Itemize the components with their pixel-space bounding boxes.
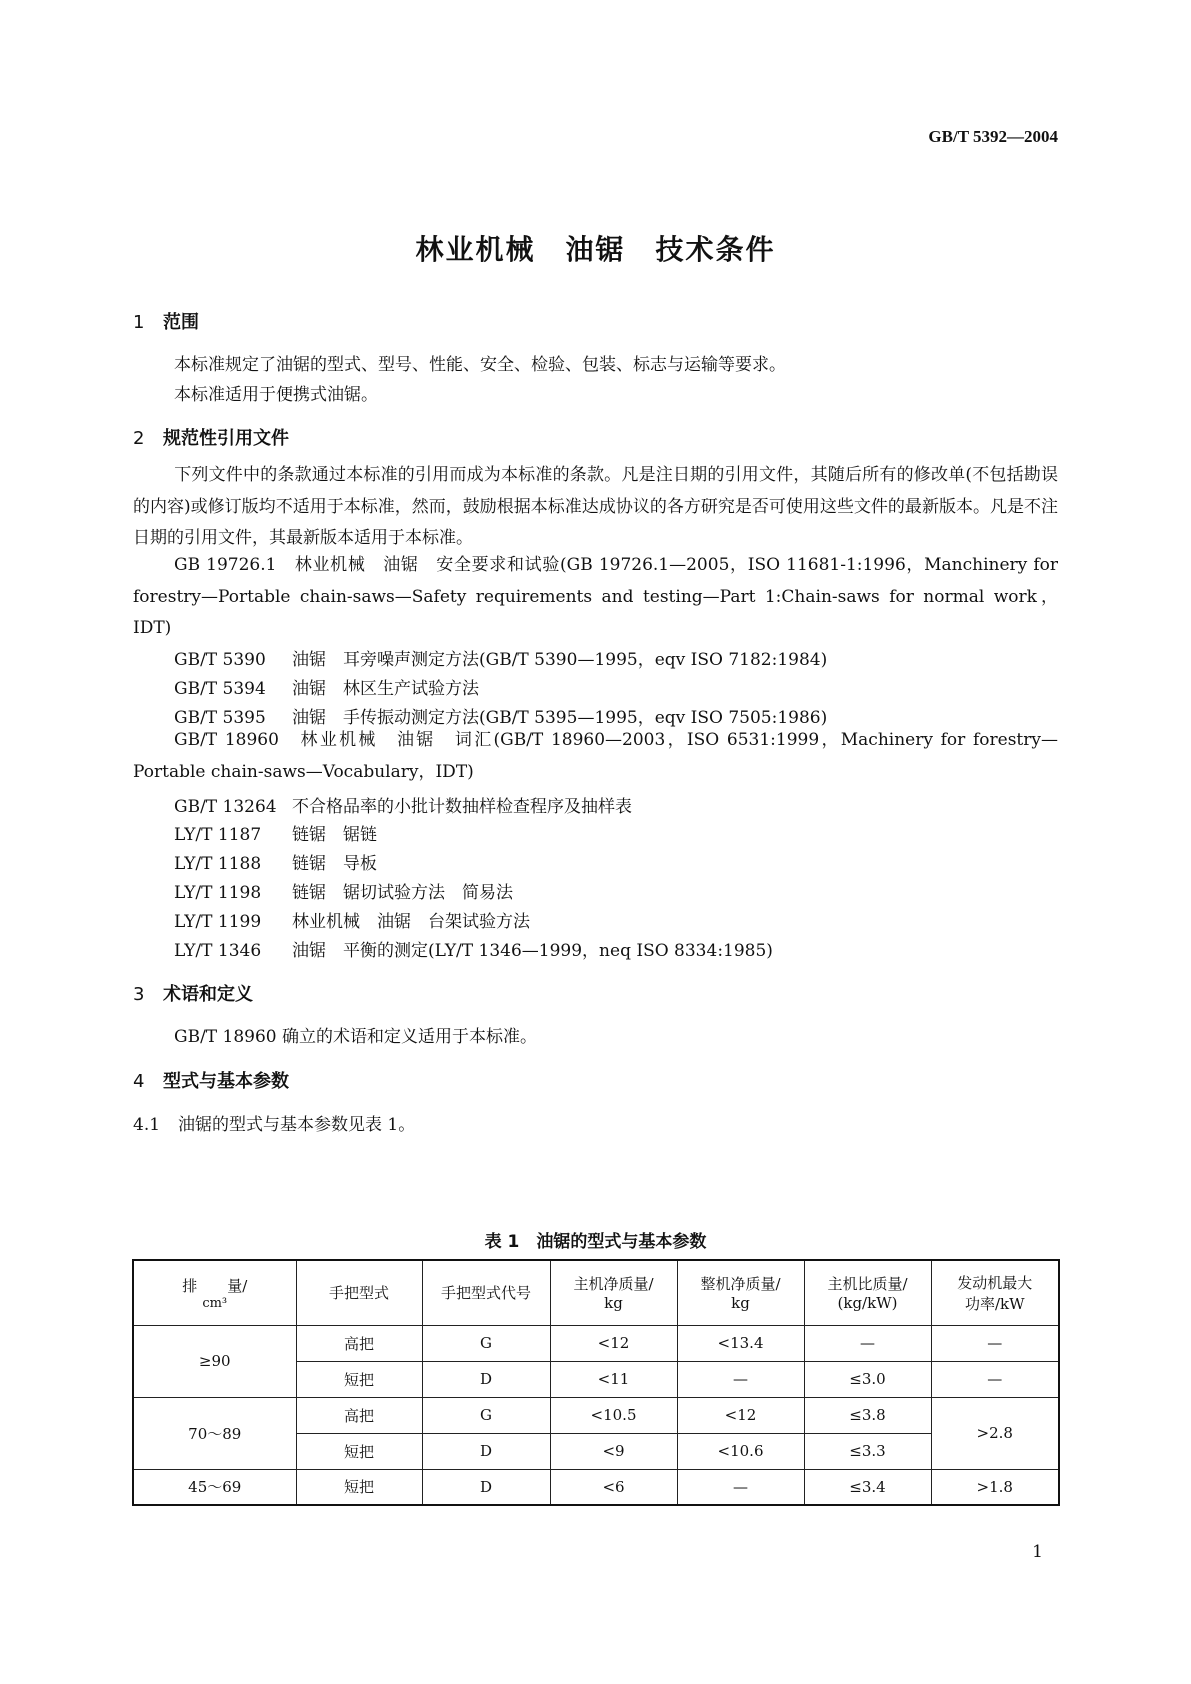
parameters-table (132, 1259, 1060, 1506)
cell-code: D (422, 1469, 550, 1505)
reference-gb19726 (133, 550, 1058, 645)
clause-4-1 (133, 1110, 415, 1135)
cell-specific-mass: ≤3.4 (804, 1469, 931, 1505)
cell-total-mass: <13.4 (677, 1325, 804, 1361)
cell-handle: 短把 (296, 1469, 422, 1505)
cell-host-mass: <10.5 (550, 1397, 677, 1433)
reference-title: 油锯 耳旁噪声测定方法(GB/T 5390—1995，eqv ISO 7182:1984) (292, 650, 828, 670)
section-1-paragraph-1: 本标准规定了油锯的型式、型号、性能、安全、检验、包装、标志与运输等要求。 (174, 355, 786, 375)
reference-title: 链锯 导板 (292, 854, 377, 874)
header-host-mass: 主机净质量/ kg (550, 1260, 677, 1325)
table-caption: 表 1 油锯的型式与基本参数 (484, 1232, 707, 1252)
section-2-heading (133, 424, 289, 450)
cell-code: G (422, 1325, 550, 1361)
reference-item (174, 792, 632, 817)
section-title: 术语和定义 (163, 984, 253, 1005)
reference-code: LY/T 1198 (174, 883, 262, 903)
section-3-heading (133, 980, 253, 1006)
document-title: 林业机械 油锯 技术条件 (415, 233, 776, 266)
reference-text: GB 19726.1 林业机械 油锯 安全要求和试验(GB 19726.1—2005，ISO 11681-1:1996，Manchinery for forestry—Portable chain-saws—Safety requirements and testing—Part 1:Chain-saws for normal work，IDT) (133, 555, 1058, 638)
clause-text: 油锯的型式与基本参数见表 1。 (178, 1115, 416, 1135)
reference-item (174, 674, 479, 699)
cell-max-power: >1.8 (931, 1469, 1059, 1505)
reference-title: 不合格品率的小批计数抽样检查程序及抽样表 (292, 797, 632, 817)
header-total-mass: 整机净质量/ kg (677, 1260, 804, 1325)
cell-handle: 短把 (296, 1433, 422, 1469)
header-max-power: 发动机最大 功率/kW (931, 1260, 1059, 1325)
section-3-paragraph: GB/T 18960 确立的术语和定义适用于本标准。 (174, 1027, 538, 1047)
cell-code: G (422, 1397, 550, 1433)
reference-title: 链锯 锯切试验方法 简易法 (292, 883, 513, 903)
section-number: 3 (133, 984, 145, 1005)
table-row (133, 1397, 1059, 1433)
cell-max-power: >2.8 (931, 1397, 1059, 1469)
cell-total-mass: <12 (677, 1397, 804, 1433)
reference-code: LY/T 1346 (174, 941, 262, 961)
section-2-intro (133, 460, 1058, 555)
section-4-heading (133, 1067, 289, 1093)
reference-text: GB/T 18960 林业机械 油锯 词汇(GB/T 18960—2003，ISO 6531:1999，Machinery for forestry—Portable chain-saws—Vocabulary，IDT) (133, 730, 1058, 782)
reference-code: LY/T 1187 (174, 825, 262, 845)
cell-specific-mass: ≤3.0 (804, 1361, 931, 1397)
reference-title: 链锯 锯链 (292, 825, 377, 845)
cell-displacement: 70～89 (133, 1397, 296, 1469)
section-number: 4 (133, 1071, 145, 1092)
cell-max-power: — (931, 1325, 1059, 1361)
cell-specific-mass: ≤3.3 (804, 1433, 931, 1469)
cell-total-mass: — (677, 1361, 804, 1397)
cell-specific-mass: — (804, 1325, 931, 1361)
header-handle-type: 手把型式 (296, 1260, 422, 1325)
cell-host-mass: <9 (550, 1433, 677, 1469)
reference-code: LY/T 1188 (174, 854, 262, 874)
cell-code: D (422, 1361, 550, 1397)
cell-total-mass: <10.6 (677, 1433, 804, 1469)
reference-gb18960 (133, 725, 1058, 788)
table-row (133, 1325, 1059, 1361)
reference-code: GB/T 5395 (174, 708, 266, 728)
reference-item (174, 878, 513, 903)
cell-code: D (422, 1433, 550, 1469)
cell-total-mass: — (677, 1469, 804, 1505)
reference-code: GB/T 5394 (174, 679, 266, 699)
clause-number: 4.1 (133, 1115, 161, 1135)
header-handle-code: 手把型式代号 (422, 1260, 550, 1325)
page-number: 1 (1032, 1542, 1043, 1562)
table-header-row (133, 1260, 1059, 1325)
table-row (133, 1469, 1059, 1505)
header-displacement: 排 量/ cm³ (133, 1260, 296, 1325)
section-number: 2 (133, 428, 145, 449)
cell-specific-mass: ≤3.8 (804, 1397, 931, 1433)
cell-displacement: ≥90 (133, 1325, 296, 1397)
cell-handle: 高把 (296, 1325, 422, 1361)
cell-host-mass: <6 (550, 1469, 677, 1505)
reference-title: 油锯 手传振动测定方法(GB/T 5395—1995，eqv ISO 7505:1986) (292, 708, 828, 728)
standard-number: GB/T 5392—2004 (928, 127, 1058, 146)
section-title: 型式与基本参数 (163, 1071, 289, 1092)
cell-handle: 短把 (296, 1361, 422, 1397)
reference-code: GB/T 13264 (174, 797, 277, 817)
reference-item (174, 645, 827, 670)
section-title: 范围 (163, 312, 199, 333)
section-number: 1 (133, 312, 145, 333)
reference-code: LY/T 1199 (174, 912, 262, 932)
reference-title: 林业机械 油锯 台架试验方法 (292, 912, 530, 932)
reference-item (174, 849, 377, 874)
section-1-paragraph-2: 本标准适用于便携式油锯。 (174, 385, 378, 405)
reference-item (174, 820, 377, 845)
cell-max-power: — (931, 1361, 1059, 1397)
reference-title: 油锯 林区生产试验方法 (292, 679, 479, 699)
section-1-heading (133, 308, 199, 334)
reference-code: GB/T 5390 (174, 650, 266, 670)
cell-displacement: 45～69 (133, 1469, 296, 1505)
section-title: 规范性引用文件 (163, 428, 289, 449)
reference-title: 油锯 平衡的测定(LY/T 1346—1999，neq ISO 8334:1985) (292, 941, 773, 961)
cell-handle: 高把 (296, 1397, 422, 1433)
intro-text: 下列文件中的条款通过本标准的引用而成为本标准的条款。凡是注日期的引用文件，其随后所有的修改单(不包括勘误的内容)或修订版均不适用于本标准，然而，鼓励根据本标准达成协议的各方研究是否可使用这些文件的最新版本。凡是不注日期的引用文件，其最新版本适用于本标准。 (133, 465, 1058, 548)
cell-host-mass: <12 (550, 1325, 677, 1361)
cell-host-mass: <11 (550, 1361, 677, 1397)
header-specific-mass: 主机比质量/ (kg/kW) (804, 1260, 931, 1325)
reference-item (174, 907, 530, 932)
reference-item (174, 936, 773, 961)
